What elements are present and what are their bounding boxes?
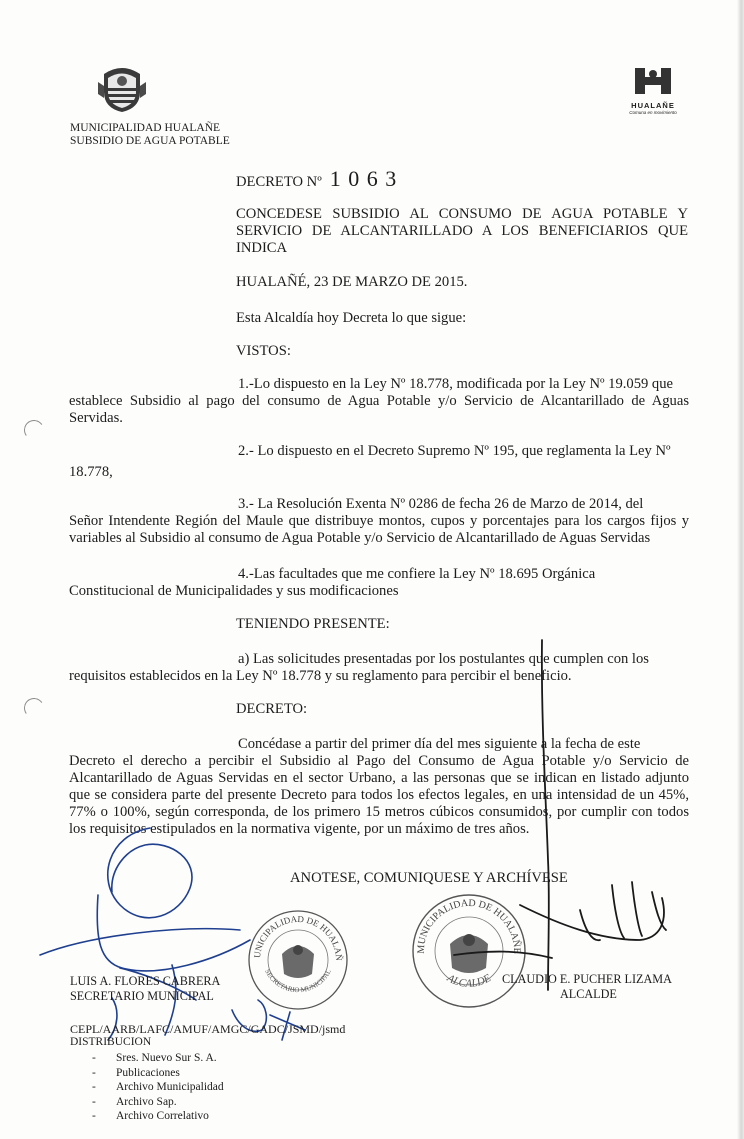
vistos-item-rest: 18.778, [69, 464, 113, 480]
svg-text:ALCALDE: ALCALDE [444, 972, 494, 990]
list-item: - Publicaciones [90, 1066, 345, 1081]
list-item: - Sres. Nuevo Sur S. A. [90, 1051, 345, 1066]
decreto-rest: Decreto el derecho a percibir el Subsidio al Pago del Consumo de Agua Potable y/o Servicio de Alcantarillado de Aguas Servidas en el sector Urbano, a las personas que se indican en listado adjunto que se considera parte del presente Decreto para todos los efectos legales, en una intensidad de un 45%, 77% o 100%, según corresponda, de los primero 15 metros cúbicos consumidos, por cumplir con todos los requisitos estipulados en la normativa vigente, por un máximo de tres años. [69, 753, 689, 837]
logo-name: HUALAÑE [631, 101, 675, 110]
decree-label: DECRETO Nº [236, 174, 322, 190]
teniendo-heading: TENIENDO PRESENTE: [236, 616, 390, 632]
header-line-2: SUBSIDIO DE AGUA POTABLE [70, 135, 230, 147]
list-item: - Archivo Sap. [90, 1095, 345, 1110]
mayor-title: ALCALDE [560, 987, 617, 1001]
header-line-1: MUNICIPALIDAD HUALAÑE [70, 122, 221, 134]
vistos-heading: VISTOS: [236, 343, 291, 359]
seal-bottom-text: SECRETARIO MUNICIPAL [263, 967, 333, 995]
teniendo-first-line: a) Las solicitudes presentadas por los postulantes que cumplen con los [238, 651, 649, 667]
vistos-item-rest: establece Subsidio al pago del consumo de Agua Potable y/o Servicio de Alcantarillado de Aguas Servidas. [69, 393, 689, 426]
vistos-item-first-line: 2.- Lo dispuesto en el Decreto Supremo Nº 195, que reglamenta la Ley Nº [238, 443, 671, 459]
vistos-item-rest: Constitucional de Municipalidades y sus modificaciones [69, 583, 399, 599]
teniendo-rest: requisitos establecidos en la Ley Nº 18.778 y su reglamento para percibir el beneficio. [69, 668, 572, 684]
vistos-item-first-line: 1.-Lo dispuesto en la Ley Nº 18.778, modificada por la Ley Nº 19.059 que [238, 376, 674, 392]
decreto-first-line: Concédase a partir del primer día del mes siguiente a la fecha de este [238, 736, 641, 752]
distribution-initials: CEPL/AARB/LAFC/AMUF/AMGC/GADC/JSMD/jsmd [70, 1022, 346, 1036]
distribution-block [70, 1022, 345, 1124]
list-item: - Archivo Municipalidad [90, 1080, 345, 1095]
mayor-signature-block [502, 972, 672, 1002]
distribution-heading: DISTRIBUCION [70, 1036, 152, 1048]
secretary-title: SECRETARIO MUNICIPAL [70, 989, 214, 1003]
secretary-signature-block [70, 974, 220, 1004]
vistos-item-rest: Señor Intendente Región del Maule que distribuye montos, cupos y porcentajes para los cargos fijos y variables al Subsidio al consumo de Agua Potable y/o Servicio de Alcantarillado de Aguas Servidas [69, 513, 689, 546]
decree-number: 1 0 6 3 [329, 166, 398, 191]
closing-line: ANOTESE, COMUNIQUESE Y ARCHÍVESE [290, 870, 568, 886]
distribution-list [70, 1051, 345, 1124]
vistos-item-first-line: 3.- La Resolución Exenta Nº 0286 de fecha 26 de Marzo de 2014, del [238, 496, 644, 512]
secretary-name: LUIS A. FLORES CABRERA [70, 974, 221, 988]
decree-subject: CONCEDESE SUBSIDIO AL CONSUMO DE AGUA POTABLE Y SERVICIO DE ALCANTARILLADO A LOS BENEFICIARIOS QUE INDICA [236, 206, 688, 256]
logo-tagline: Comuna en movimiento [629, 110, 677, 115]
svg-text:MUNICIPALIDAD DE HUALAÑE: MUNICIPALIDAD DE HUALAÑE [415, 897, 523, 954]
decreto-heading: DECRETO: [236, 701, 308, 717]
vistos-item-first-line: 4.-Las facultades que me confiere la Ley Nº 18.695 Orgánica [238, 566, 596, 582]
mayor-name: CLAUDIO E. PUCHER LIZAMA [502, 972, 672, 986]
place-date: HUALAÑÉ, 23 DE MARZO DE 2015. [236, 274, 468, 290]
decree-intro: Esta Alcaldía hoy Decreta lo que sigue: [236, 310, 467, 326]
list-item: - Archivo Correlativo [90, 1109, 345, 1124]
seal-top-text: UNICIPALIDAD DE HUALAÑ [251, 913, 345, 961]
